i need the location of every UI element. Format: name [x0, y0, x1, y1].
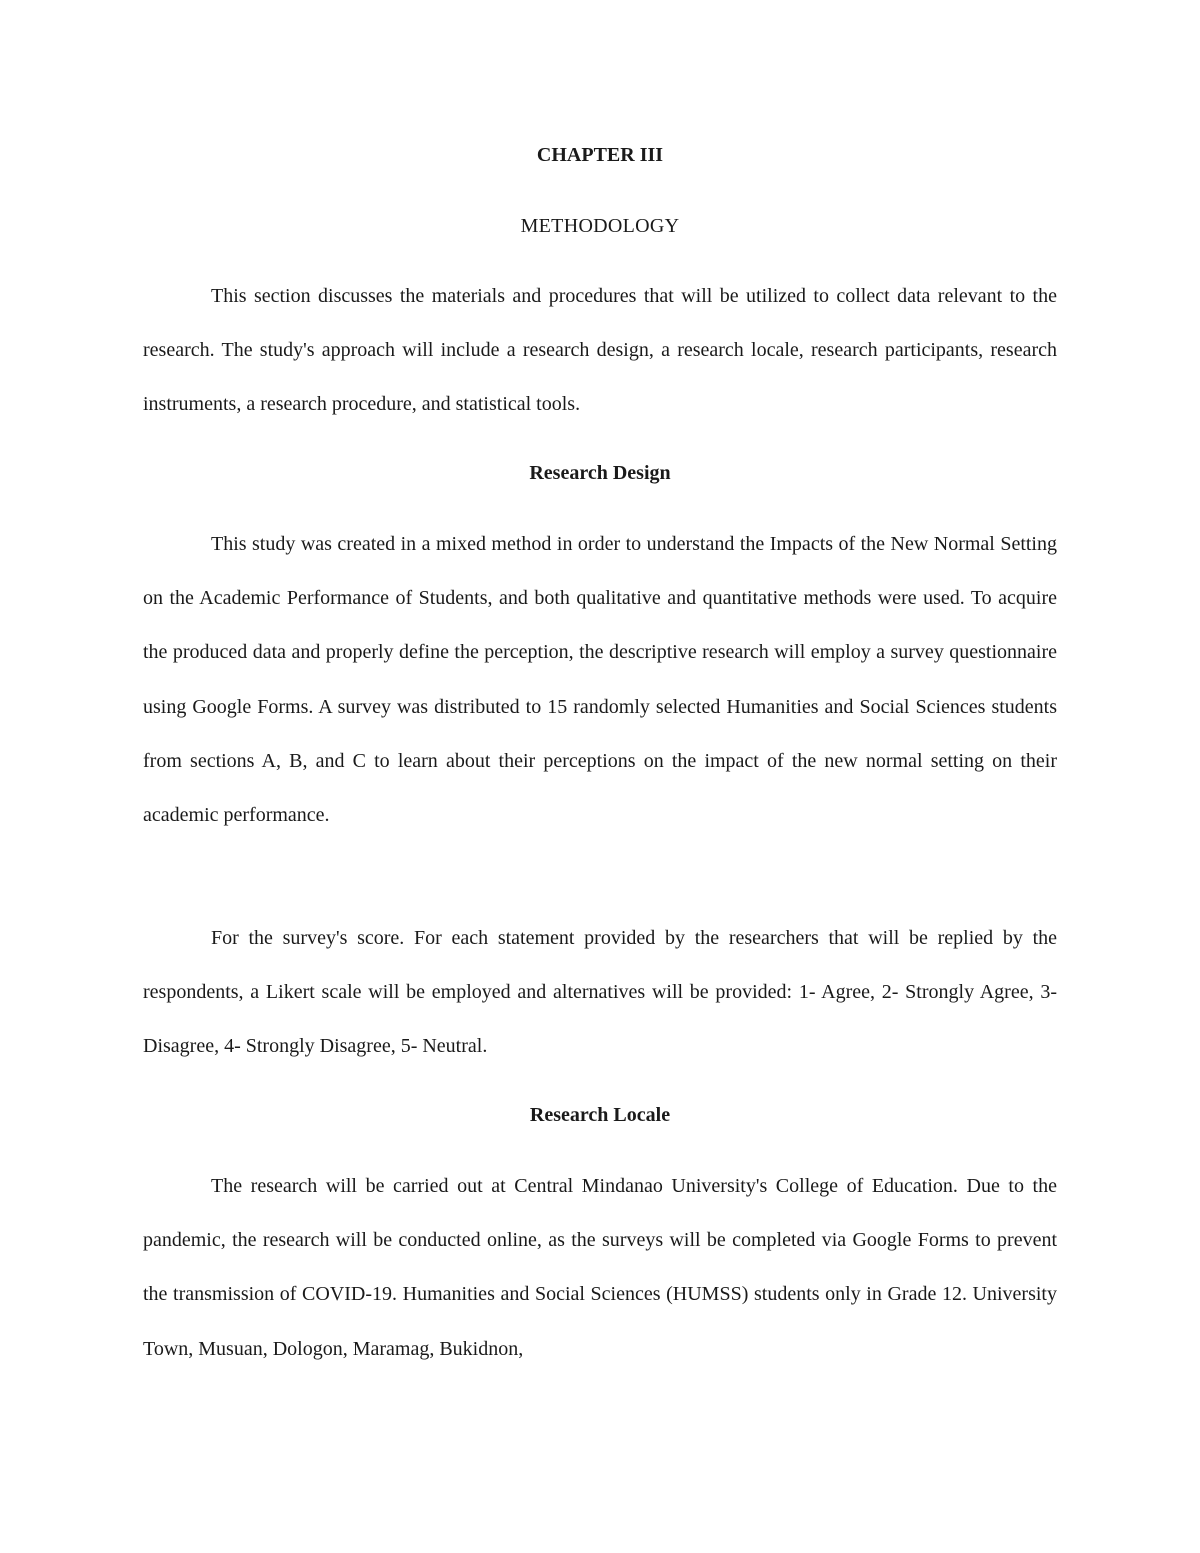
research-design-paragraph-1: This study was created in a mixed method in order to understand the Impacts of the New Normal Setting on the Academic Performance of Students, and both qualitative and quantitative methods were used. To acquire the produced data and properly define the perception, the descriptive research will employ a survey questionnaire using Google Forms. A survey was distributed to 15 randomly selected Humanities and Social Sciences students from sections A, B, and C to learn about their perceptions on the impact of the new normal setting on their academic performance.	[143, 533, 1057, 827]
chapter-heading: CHAPTER III	[536, 144, 664, 166]
chapter-title: METHODOLOGY	[520, 215, 680, 237]
research-locale-paragraph-1: The research will be carried out at Central Mindanao University's College of Education. Due to the pandemic, the research will be conducted online, as the surveys will be completed via Google Forms to prevent the transmission of COVID-19. Humanities and Social Sciences (HUMSS) students only in Grade 12. University Town, Musuan, Dologon, Maramag, Bukidnon,	[143, 1175, 1057, 1360]
intro-paragraph: This section discusses the materials and procedures that will be utilized to collect data relevant to the research. The study's approach will include a research design, a research locale, research participants, research instruments, a research procedure, and statistical tools.	[143, 285, 1057, 416]
section-heading-research-locale: Research Locale	[529, 1104, 671, 1126]
research-design-paragraph-2: For the survey's score. For each statement provided by the researchers that will be replied by the respondents, a Likert scale will be employed and alternatives will be provided: 1- Agree, 2- Strongly Agree, 3- Disagree, 4- Strongly Disagree, 5- Neutral.	[143, 927, 1057, 1058]
section-heading-research-design: Research Design	[529, 462, 671, 484]
